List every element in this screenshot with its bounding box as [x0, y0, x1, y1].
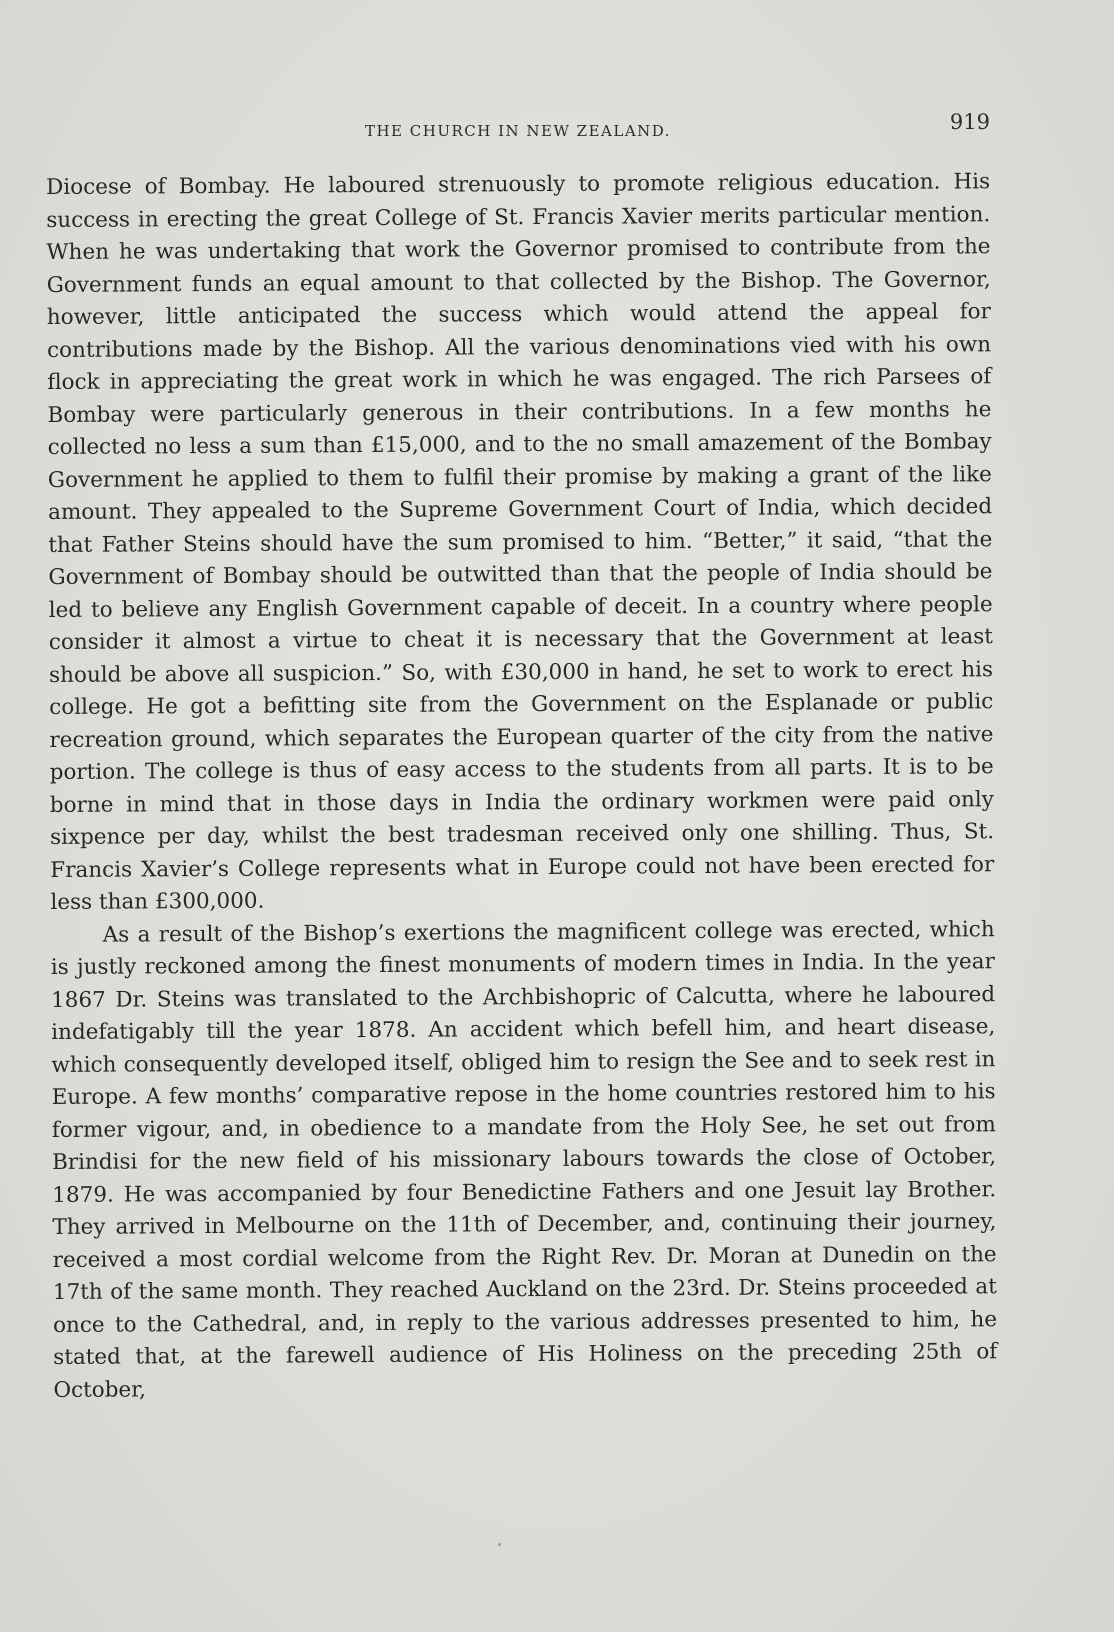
running-title: THE CHURCH IN NEW ZEALAND.: [364, 122, 672, 140]
page-header: [46, 108, 990, 148]
page-number: 919: [949, 110, 990, 134]
paragraph-2: As a result of the Bishop’s exertions the magnificent college was erected, which is justly reckoned among the finest monuments of modern times in India. In the year 1867 Dr. Steins was translated to the Archbishopric of Calcutta, where he laboured indefatigably till the year 1878. An accident which befell him, and heart disease, which consequently developed itself, obliged him to resign the See and to seek rest in Europe. A few months’ comparative repose in the home countries restored him to his former vigour, and, in obedience to a mandate from the Holy See, he set out from Brindisi for the new field of his missionary labours towards the close of October, 1879. He was accompanied by four Benedictine Fathers and one Jesuit lay Brother. They arrived in Melbourne on the 11th of December, and, continuing their journey, received a most cordial welcome from the Right Rev. Dr. Moran at Dunedin on the 17th of the same month. They reached Auckland on the 23rd. Dr. Steins proceeded at once to the Cathedral, and, in reply to the various addresses presented to him, he stated that, at the farewell audience of His Holiness on the preceding 25th of October,: [50, 916, 998, 1403]
body-text: [46, 166, 998, 1407]
paragraph-1: Diocese of Bombay. He laboured strenuously to promote religious education. His success in erecting the great College of St. Francis Xavier merits particular mention. When he was undertaking that work the Governor promised to contribute from the Government funds an equal amount to that collected by the Bishop. The Governor, however, little anticipated the success which would attend the appeal for contributions made by the Bishop. All the various denominations vied with his own flock in appreciating the great work in which he was engaged. The rich Parsees of Bombay were particularly generous in their contributions. In a few months he collected no less a sum than £15,000, and to the no small amazement of the Bombay Government he applied to them to fulfil their promise by making a grant of the like amount. They appealed to the Supreme Government Court of India, which decided that Father Steins should have the sum promised to him. “Better,” it said, “that the Government of Bombay should be outwitted than that the people of India should be led to believe any English Government capable of deceit. In a country where people consider it almost a virtue to cheat it is necessary that the Government at least should be above all suspicion.” So, with £30,000 in hand, he set to work to erect his college. He got a befitting site from the Government on the Esplanade or public recreation ground, which separates the European quarter of the city from the native portion. The college is thus of easy access to the students from all parts. It is to be borne in mind that in those days in India the ordinary workmen were paid only sixpence per day, whilst the best tradesman received only one shilling. Thus, St. Francis Xavier’s College represents what in Europe could not have been erected for less than £300,000.: [46, 169, 995, 915]
paper-speck: [498, 1543, 501, 1546]
